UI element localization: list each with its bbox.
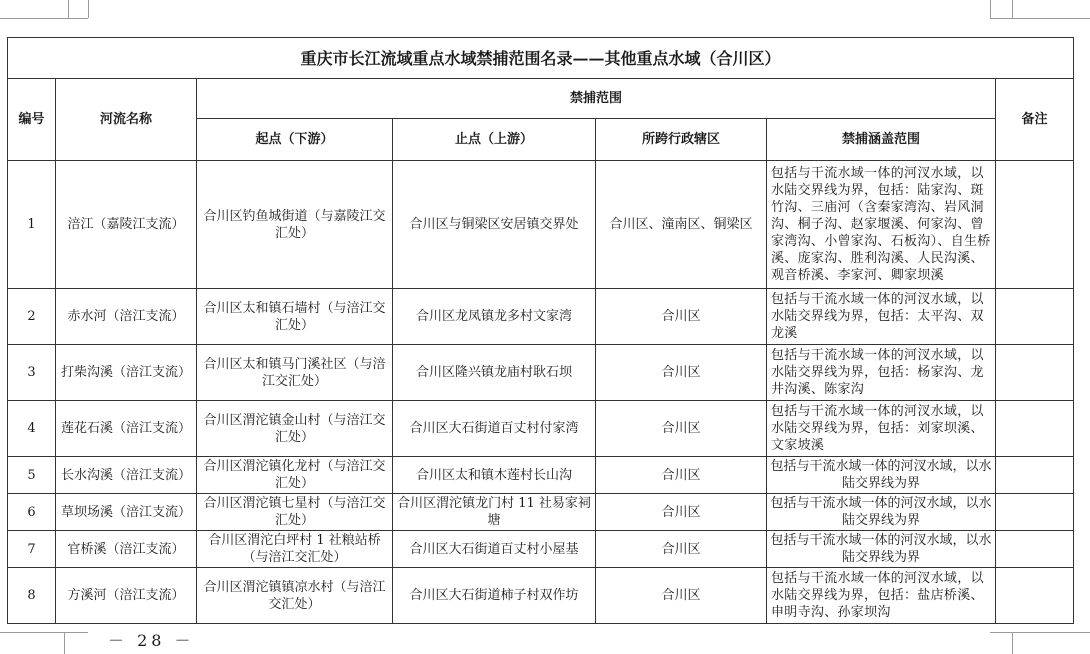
row-start-point: 合川区渭沱镇七星村（与涪江交汇处） [197,494,393,531]
table-row [8,345,1074,401]
header-notes: 备注 [996,79,1074,161]
row-districts: 合川区 [596,401,767,457]
row-river-name: 官桥溪（涪江支流） [56,531,197,568]
row-notes [996,161,1074,289]
crop-mark-bottom-left [64,632,65,654]
document-title: 重庆市长江流域重点水域禁捕范围名录——其他重点水域（合川区） [8,38,1074,79]
row-end-point: 合川区大石街道百丈村付家湾 [393,401,596,457]
table-row [8,494,1074,531]
header-start-point: 起点（下游） [197,119,393,161]
row-start-point: 合川区渭沱镇镇凉水村（与涪江交汇处） [197,568,393,624]
crop-mark-bottom-right [1012,632,1013,654]
table-row [8,401,1074,457]
row-notes [996,494,1074,531]
ban-scope-table [7,37,1074,624]
row-number: 7 [8,531,56,568]
page-number: － 28 － [108,631,195,650]
row-notes [996,568,1074,624]
row-end-point: 合川区太和镇木莲村长山沟 [393,457,596,494]
row-river-name: 打柴沟溪（涪江支流） [56,345,197,401]
crop-mark-bottom-left [0,632,88,633]
row-coverage: 包括与干流水域一体的河汊水域，以水陆交界线为界 [767,457,996,494]
crop-mark-top-left-inner [68,0,69,18]
row-coverage: 包括与干流水域一体的河汊水域，以水陆交界线为界，包括：太平沟、双龙溪 [767,289,996,345]
row-number: 3 [8,345,56,401]
row-river-name: 方溪河（涪江支流） [56,568,197,624]
row-river-name: 涪江（嘉陵江支流） [56,161,197,289]
row-districts: 合川区 [596,457,767,494]
table-row [8,568,1074,624]
row-end-point: 合川区大石街道柿子村双作坊 [393,568,596,624]
crop-mark-top-right [990,0,991,18]
row-river-name: 赤水河（涪江支流） [56,289,197,345]
row-end-point: 合川区渭沱镇龙门村 11 社易家祠塘 [393,494,596,531]
crop-mark-top-right [990,18,1090,19]
row-end-point: 合川区龙凤镇龙多村文家湾 [393,289,596,345]
row-districts: 合川区 [596,494,767,531]
table-row [8,531,1074,568]
header-ban-scope: 禁捕范围 [197,79,996,119]
row-start-point: 合川区渭沱镇金山村（与涪江交汇处） [197,401,393,457]
table-row [8,289,1074,345]
crop-mark-top-right-inner [1012,0,1013,18]
row-coverage: 包括与干流水域一体的河汊水域，以水陆交界线为界，包括：刘家坝溪、文家坡溪 [767,401,996,457]
row-end-point: 合川区隆兴镇龙庙村耿石坝 [393,345,596,401]
row-districts: 合川区 [596,531,767,568]
row-number: 1 [8,161,56,289]
row-notes [996,289,1074,345]
header-end-point: 止点（上游） [393,119,596,161]
row-river-name: 长水沟溪（涪江支流） [56,457,197,494]
crop-mark-bottom-right [990,632,1090,633]
row-end-point: 合川区大石街道百丈村小屋基 [393,531,596,568]
row-coverage: 包括与干流水域一体的河汊水域，以水陆交界线为界 [767,494,996,531]
row-notes [996,457,1074,494]
row-coverage: 包括与干流水域一体的河汊水域，以水陆交界线为界，包括：陆家沟、斑竹沟、三庙河（含秦家湾沟、岩风洞沟、桐子沟、赵家堰溪、何家沟、曾家湾沟、小曾家沟、石板沟）、自生桥溪、庞家沟、胜利沟溪、人民沟溪、观音桥溪、李家河、卿家坝溪 [767,161,996,289]
row-notes [996,401,1074,457]
header-number: 编号 [8,79,56,161]
table-row [8,457,1074,494]
crop-mark-top-left [88,0,89,18]
row-start-point: 合川区渭沱镇化龙村（与涪江交汇处） [197,457,393,494]
row-start-point: 合川区渭沱白坪村 1 社粮站桥（与涪江交汇处） [197,531,393,568]
header-river-name: 河流名称 [56,79,197,161]
row-districts: 合川区 [596,345,767,401]
row-number: 4 [8,401,56,457]
row-river-name: 草坝场溪（涪江支流） [56,494,197,531]
table-row [8,161,1074,289]
row-number: 5 [8,457,56,494]
row-end-point: 合川区与铜梁区安居镇交界处 [393,161,596,289]
row-districts: 合川区 [596,289,767,345]
row-districts: 合川区、潼南区、铜梁区 [596,161,767,289]
row-coverage: 包括与干流水域一体的河汊水域，以水陆交界线为界 [767,531,996,568]
row-start-point: 合川区太和镇马门溪社区（与涪江交汇处） [197,345,393,401]
row-notes [996,531,1074,568]
header-districts: 所跨行政辖区 [596,119,767,161]
row-districts: 合川区 [596,568,767,624]
row-river-name: 莲花石溪（涪江支流） [56,401,197,457]
row-coverage: 包括与干流水域一体的河汊水域，以水陆交界线为界，包括：杨家沟、龙井沟溪、陈家沟 [767,345,996,401]
row-number: 8 [8,568,56,624]
row-number: 6 [8,494,56,531]
row-number: 2 [8,289,56,345]
row-coverage: 包括与干流水域一体的河汊水域，以水陆交界线为界，包括：盐店桥溪、申明寺沟、孙家坝沟 [767,568,996,624]
row-start-point: 合川区太和镇石墙村（与涪江交汇处） [197,289,393,345]
header-coverage: 禁捕涵盖范围 [767,119,996,161]
row-start-point: 合川区钓鱼城街道（与嘉陵江交汇处） [197,161,393,289]
crop-mark-top-left [0,18,88,19]
row-notes [996,345,1074,401]
